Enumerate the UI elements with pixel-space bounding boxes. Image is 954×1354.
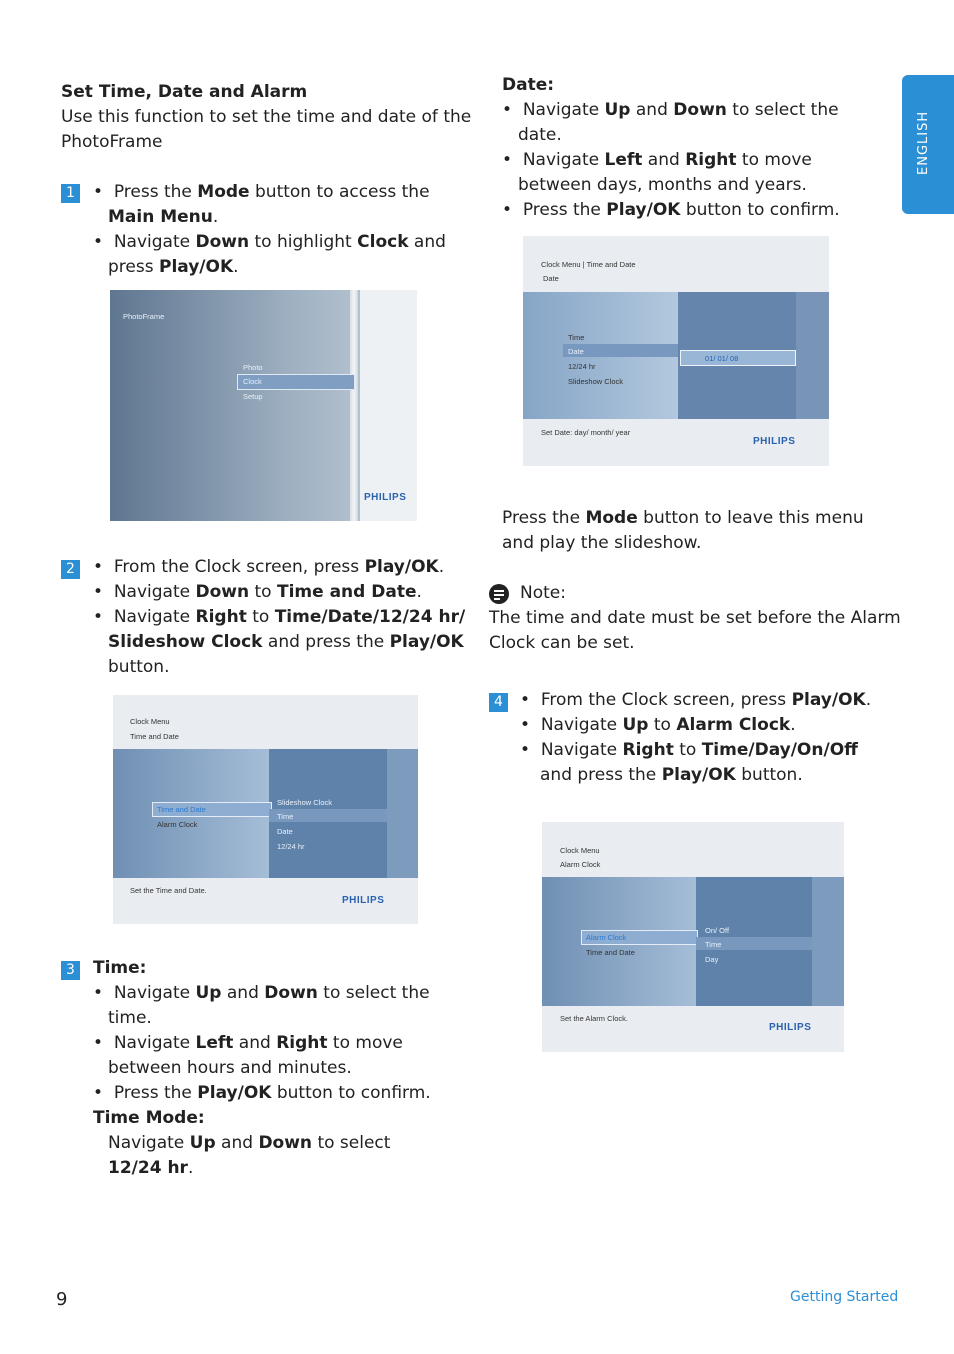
screenshot-date-setting — [523, 236, 829, 466]
screen1-brand-logo: PHILIPS — [364, 492, 407, 503]
screen4-header-2: Alarm Clock — [560, 860, 601, 869]
date-bullet-2: • Navigate Left and Right to move — [502, 150, 812, 170]
step2-bullet-2: • Navigate Down to Time and Date. — [93, 582, 422, 602]
screen4-header-1: Clock Menu — [560, 846, 600, 855]
screen4-left-item-2: Time and Date — [586, 948, 635, 957]
screen2-brand-logo: PHILIPS — [342, 895, 385, 906]
screen3-left-item-3: 12/24 hr — [568, 362, 596, 371]
screen3-left-item-4: Slideshow Clock — [568, 377, 624, 386]
step3-bullet-2-cont: between hours and minutes. — [108, 1058, 352, 1078]
step3-heading-time-mode: Time Mode: — [93, 1108, 205, 1128]
step1-bullet-2-cont: press Play/OK. — [108, 257, 239, 277]
language-tab-label: ENGLISH — [916, 110, 931, 175]
step3-time-mode-line-2: 12/24 hr. — [108, 1158, 194, 1178]
screen4-right-item-2: Time — [705, 940, 722, 949]
screen3-left-item-2: Date — [568, 347, 584, 356]
screen2-right-item-4: 12/24 hr — [277, 842, 305, 851]
note-text-2: Clock can be set. — [489, 633, 635, 653]
date-bullet-1-cont: date. — [518, 125, 562, 145]
leave-text-b: button to leave this menu — [643, 508, 864, 528]
step3-heading-time: Time: — [93, 958, 147, 978]
step3-bullet-2: • Navigate Left and Right to move — [93, 1033, 403, 1053]
screen4-right-item-1: On/ Off — [705, 926, 730, 935]
section-title: Set Time, Date and Alarm — [61, 82, 308, 102]
step4-bullet-2: • Navigate Up to Alarm Clock. — [520, 715, 796, 735]
screen2-right-item-1: Slideshow Clock — [277, 798, 333, 807]
intro-line-2: PhotoFrame — [61, 132, 163, 152]
step4-bullet-3-cont: and press the Play/OK button. — [540, 765, 803, 785]
screen2-header-2: Time and Date — [130, 732, 179, 741]
screen2-footer: Set the Time and Date. — [130, 886, 207, 895]
step2-bullet-3-end: button. — [108, 657, 170, 677]
step1-bullet-1: • Press the Mode button to access the — [93, 182, 430, 202]
date-bullet-3: • Press the Play/OK button to confirm. — [502, 200, 840, 220]
screen3-brand-logo: PHILIPS — [753, 436, 796, 447]
step1-bullet-1-cont: Main Menu. — [108, 207, 219, 227]
screen3-date-value: 01/ 01/ 08 — [705, 354, 739, 363]
note-text-1: The time and date must be set before the Alarm — [489, 608, 901, 628]
screenshot-main-menu — [110, 290, 417, 521]
step4-bullet-3: • Navigate Right to Time/Day/On/Off — [520, 740, 858, 760]
step3-time-mode-line-1: Navigate Up and Down to select — [108, 1133, 391, 1153]
screenshot-clock-menu — [113, 695, 418, 924]
screen4-footer: Set the Alarm Clock. — [560, 1014, 628, 1023]
step3-bullet-3: • Press the Play/OK button to confirm. — [93, 1083, 431, 1103]
step-number-4: 4 — [489, 693, 508, 712]
step2-bullet-3-cont: Slideshow Clock and press the Play/OK — [108, 632, 464, 652]
screen3-left-item-1: Time — [568, 333, 585, 342]
screen1-item-photo: Photo — [243, 363, 263, 372]
screen4-right-item-3: Day — [705, 955, 719, 964]
leave-menu-line-2: and play the slideshow. — [502, 533, 702, 553]
step-number-1: 1 — [61, 184, 80, 203]
screen4-left-item-1: Alarm Clock — [586, 933, 627, 942]
leave-text-mode: Mode — [585, 508, 638, 528]
screen2-right-item-2: Time — [277, 812, 294, 821]
intro-line-1: Use this function to set the time and date of the — [61, 107, 472, 127]
footer-section-name: Getting Started — [790, 1289, 899, 1305]
leave-menu-line-1 — [502, 506, 864, 531]
note-label: Note: — [520, 583, 566, 603]
screen1-item-setup: Setup — [243, 392, 263, 401]
screen2-left-item-2: Alarm Clock — [157, 820, 198, 829]
page-number: 9 — [56, 1289, 68, 1310]
screen2-left-item-1: Time and Date — [157, 805, 206, 814]
step2-bullet-1: • From the Clock screen, press Play/OK. — [93, 557, 445, 577]
screen3-header-2: Date — [543, 274, 559, 283]
step2-bullet-3: • Navigate Right to Time/Date/12/24 hr/ — [93, 607, 466, 627]
language-tab — [902, 75, 954, 214]
step3-bullet-1-cont: time. — [108, 1008, 152, 1028]
screen2-right-item-3: Date — [277, 827, 293, 836]
date-heading: Date: — [502, 75, 555, 95]
screen4-brand-logo: PHILIPS — [769, 1022, 812, 1033]
screen3-header-1: Clock Menu | Time and Date — [541, 260, 636, 269]
date-bullet-1: • Navigate Up and Down to select the — [502, 100, 839, 120]
screen1-title: PhotoFrame — [123, 312, 165, 321]
note-icon — [489, 584, 509, 604]
leave-text-a: Press the — [502, 508, 581, 528]
step-number-3: 3 — [61, 961, 80, 980]
screenshot-alarm-clock — [542, 822, 844, 1052]
step-number-2: 2 — [61, 560, 80, 579]
screen1-item-clock: Clock — [243, 377, 262, 386]
step3-bullet-1: • Navigate Up and Down to select the — [93, 983, 430, 1003]
step1-bullet-2: • Navigate Down to highlight Clock and — [93, 232, 446, 252]
screen3-footer: Set Date: day/ month/ year — [541, 428, 631, 437]
date-bullet-2-cont: between days, months and years. — [518, 175, 807, 195]
step4-bullet-1: • From the Clock screen, press Play/OK. — [520, 690, 872, 710]
screen2-header-1: Clock Menu — [130, 717, 170, 726]
